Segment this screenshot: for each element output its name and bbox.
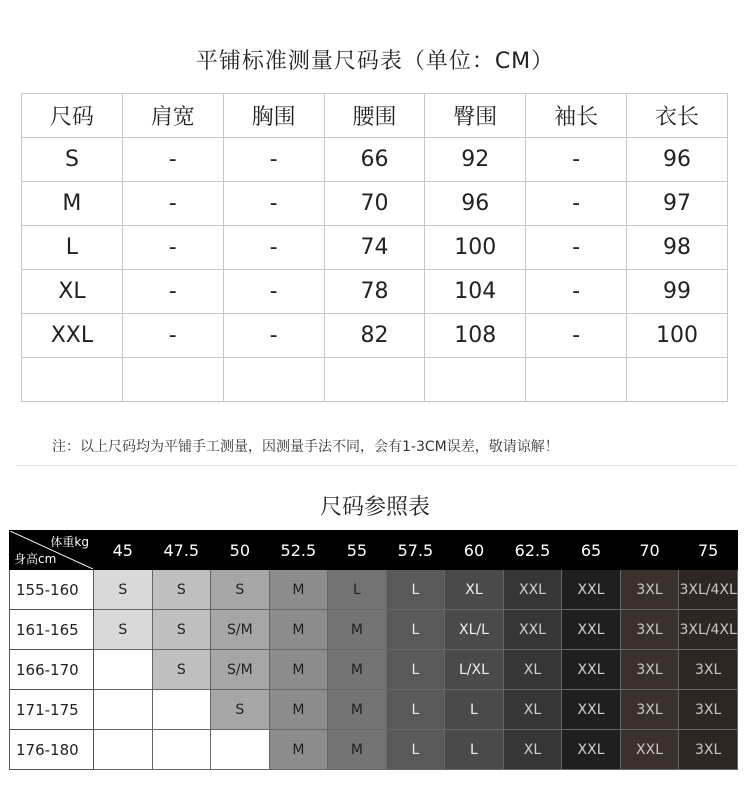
height-cell: 161-165 — [10, 610, 94, 650]
measure-cell — [627, 358, 728, 402]
height-cell: 176-180 — [10, 730, 94, 770]
measure-header-cell: 衣长 — [627, 94, 728, 138]
measure-cell: - — [122, 270, 223, 314]
measure-cell: 104 — [425, 270, 526, 314]
measure-cell: 66 — [324, 138, 425, 182]
measure-cell: 98 — [627, 226, 728, 270]
measure-cell — [223, 358, 324, 402]
size-cell: S — [152, 650, 211, 690]
size-cell: L — [386, 610, 445, 650]
size-cell: 3XL — [679, 730, 738, 770]
measure-cell: - — [223, 138, 324, 182]
size-cell: 3XL — [620, 690, 679, 730]
size-cell: 3XL — [620, 570, 679, 610]
measure-cell: XXL — [22, 314, 123, 358]
measure-cell: 74 — [324, 226, 425, 270]
size-cell: S — [152, 570, 211, 610]
measure-header-cell: 肩宽 — [122, 94, 223, 138]
size-cell: S — [94, 570, 153, 610]
size-cell: L — [445, 730, 504, 770]
measure-cell: - — [526, 226, 627, 270]
size-reference-table — [9, 530, 738, 770]
height-cell: 171-175 — [10, 690, 94, 730]
measure-cell: - — [223, 182, 324, 226]
size-cell: XXL — [503, 570, 562, 610]
size-cell: XXL — [562, 650, 621, 690]
measure-cell: L — [22, 226, 123, 270]
measure-row — [22, 314, 728, 358]
size-cell: M — [269, 570, 328, 610]
measure-header-cell: 胸围 — [223, 94, 324, 138]
weight-axis-label: 体重kg — [50, 535, 89, 549]
section-divider — [16, 465, 738, 466]
size-cell: L — [386, 570, 445, 610]
measure-row — [22, 270, 728, 314]
size-cell: M — [269, 730, 328, 770]
measure-table — [21, 93, 728, 402]
measure-cell: S — [22, 138, 123, 182]
height-row — [10, 610, 738, 650]
weight-header-row — [10, 531, 738, 570]
measure-cell: - — [122, 226, 223, 270]
size-cell: XXL — [503, 610, 562, 650]
height-axis-label: 身高cm — [14, 552, 57, 566]
measure-cell: 100 — [425, 226, 526, 270]
size-cell — [152, 690, 211, 730]
measure-cell: - — [223, 226, 324, 270]
height-row — [10, 650, 738, 690]
measure-cell — [22, 358, 123, 402]
size-cell: S/M — [211, 650, 270, 690]
measure-row — [22, 138, 728, 182]
size-cell: XXL — [562, 730, 621, 770]
measure-row — [22, 358, 728, 402]
height-cell: 166-170 — [10, 650, 94, 690]
measure-cell: 92 — [425, 138, 526, 182]
measure-cell — [324, 358, 425, 402]
weight-header-cell: 65 — [562, 531, 621, 570]
weight-header-cell: 62.5 — [503, 531, 562, 570]
size-cell: L — [328, 570, 387, 610]
corner-cell — [10, 531, 94, 570]
measure-header-cell: 袖长 — [526, 94, 627, 138]
size-cell: M — [328, 650, 387, 690]
measure-cell: - — [526, 270, 627, 314]
size-cell — [94, 650, 153, 690]
size-cell: 3XL/4XL — [679, 570, 738, 610]
size-cell: M — [269, 690, 328, 730]
measure-cell — [526, 358, 627, 402]
size-cell: XL — [503, 730, 562, 770]
size-cell: 3XL — [620, 610, 679, 650]
measure-cell: - — [223, 314, 324, 358]
weight-header-cell: 50 — [211, 531, 270, 570]
measure-header-cell: 臀围 — [425, 94, 526, 138]
weight-header-cell: 55 — [328, 531, 387, 570]
size-cell: M — [328, 610, 387, 650]
size-cell — [211, 730, 270, 770]
weight-header-cell: 60 — [445, 531, 504, 570]
weight-header-cell: 75 — [679, 531, 738, 570]
size-cell: L — [445, 690, 504, 730]
size-cell: S — [211, 570, 270, 610]
size-cell — [94, 690, 153, 730]
size-cell: XXL — [562, 610, 621, 650]
measure-cell: 108 — [425, 314, 526, 358]
weight-header-cell: 52.5 — [269, 531, 328, 570]
measure-row — [22, 226, 728, 270]
measure-header-cell: 腰围 — [324, 94, 425, 138]
measure-note: 注：以上尺码均为平铺手工测量，因测量手法不同，会有1-3CM误差，敬请谅解！ — [52, 439, 559, 455]
measure-table-title: 平铺标准测量尺码表（单位：CM） — [195, 49, 555, 74]
size-cell: L/XL — [445, 650, 504, 690]
size-cell — [152, 730, 211, 770]
size-cell: S/M — [211, 610, 270, 650]
measure-cell: 96 — [627, 138, 728, 182]
weight-header-cell: 45 — [94, 531, 153, 570]
size-cell: XL — [445, 570, 504, 610]
height-row — [10, 570, 738, 610]
size-cell: M — [328, 730, 387, 770]
size-cell: XXL — [562, 690, 621, 730]
height-row — [10, 690, 738, 730]
measure-cell: - — [122, 182, 223, 226]
weight-header-cell: 57.5 — [386, 531, 445, 570]
height-row — [10, 730, 738, 770]
size-cell: XXL — [562, 570, 621, 610]
measure-cell: - — [526, 182, 627, 226]
size-cell: XL — [503, 650, 562, 690]
size-cell: 3XL/4XL — [679, 610, 738, 650]
size-cell: S — [211, 690, 270, 730]
size-cell: 3XL — [679, 650, 738, 690]
weight-header-cell: 47.5 — [152, 531, 211, 570]
measure-cell: 99 — [627, 270, 728, 314]
size-cell: XL — [503, 690, 562, 730]
size-cell: L — [386, 650, 445, 690]
measure-cell: 78 — [324, 270, 425, 314]
size-cell: 3XL — [620, 650, 679, 690]
measure-cell: - — [526, 314, 627, 358]
height-cell: 155-160 — [10, 570, 94, 610]
weight-header-cell: 70 — [620, 531, 679, 570]
size-cell: S — [152, 610, 211, 650]
measure-cell: - — [526, 138, 627, 182]
size-cell: M — [269, 610, 328, 650]
measure-cell — [122, 358, 223, 402]
measure-header-row — [22, 94, 728, 138]
size-cell: S — [94, 610, 153, 650]
measure-cell: 96 — [425, 182, 526, 226]
size-cell: XL/L — [445, 610, 504, 650]
measure-row — [22, 182, 728, 226]
size-cell — [94, 730, 153, 770]
size-cell: M — [269, 650, 328, 690]
size-cell: 3XL — [679, 690, 738, 730]
measure-cell: XL — [22, 270, 123, 314]
measure-cell: - — [122, 314, 223, 358]
measure-cell: 70 — [324, 182, 425, 226]
measure-header-cell: 尺码 — [22, 94, 123, 138]
measure-cell: 100 — [627, 314, 728, 358]
reference-table-title: 尺码参照表 — [319, 495, 430, 520]
measure-cell — [425, 358, 526, 402]
size-cell: XXL — [620, 730, 679, 770]
size-cell: M — [328, 690, 387, 730]
size-cell: L — [386, 730, 445, 770]
measure-cell: 97 — [627, 182, 728, 226]
size-cell: L — [386, 690, 445, 730]
measure-cell: - — [122, 138, 223, 182]
measure-cell: 82 — [324, 314, 425, 358]
measure-cell: - — [223, 270, 324, 314]
measure-cell: M — [22, 182, 123, 226]
